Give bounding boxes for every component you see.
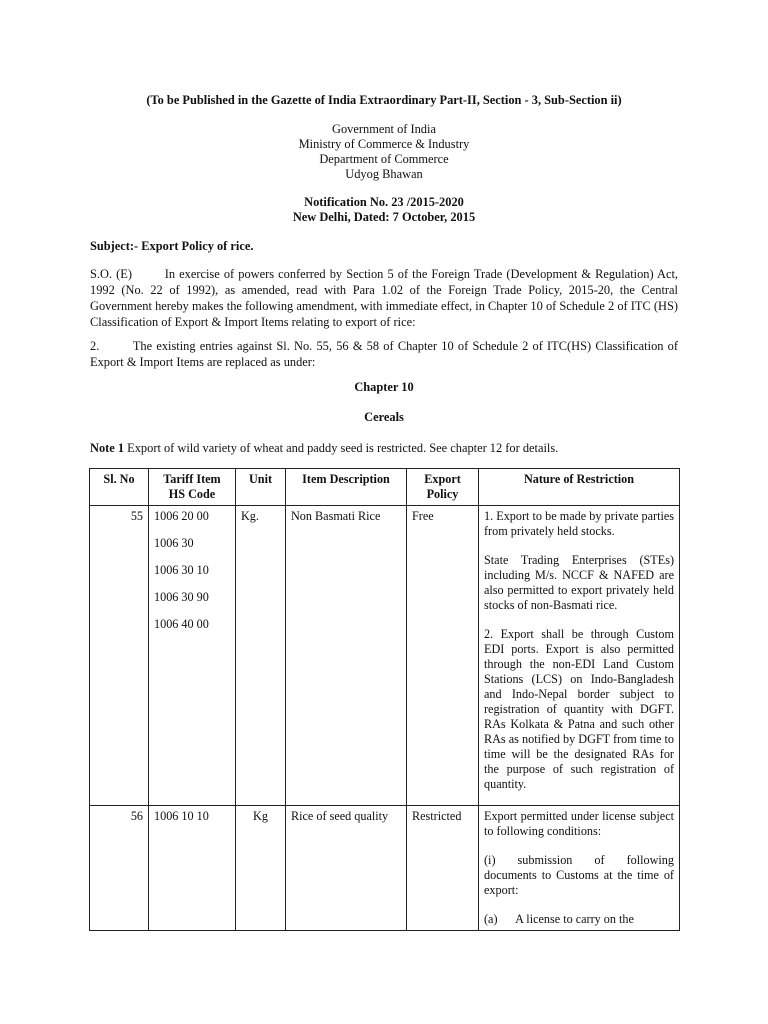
restriction-text: (i) submission of following documents to Customs at the time of export: xyxy=(484,853,678,897)
cell-sl-no: 56 xyxy=(90,806,149,931)
header-nature-of-restriction: Nature of Restriction xyxy=(479,469,680,506)
chapter-title: Chapter 10 xyxy=(354,380,414,394)
header-sl-no: Sl. No xyxy=(90,469,149,506)
cell-unit: Kg xyxy=(236,806,286,931)
paragraph-1: S.O. (E) In exercise of powers conferred by Section 5 of the Foreign Trade (Development & Regulation) Act, 1992 (No. 22 of 1992), as amended, read with Para 1.02 of the Foreign Trade Policy, 2015-20, the Central Government hereby makes the following amendment, with immediate effect, in Chapter 10 of Schedule 2 of ITC (HS) Classification of Export & Import Items relating to export of rice: xyxy=(90,267,682,329)
table-header-row xyxy=(90,469,680,506)
note-label: Note 1 xyxy=(90,441,125,455)
header-tariff-item: Tariff Item HS Code xyxy=(149,469,236,506)
header-item-description: Item Description xyxy=(286,469,407,506)
cell-nature-of-restriction xyxy=(479,506,680,806)
hs-code: 1006 30 xyxy=(154,536,194,550)
restriction-text: State Trading Enterprises (STEs) including M/s. NCCF & NAFED are also permitted to export privately held stocks of non-Basmati rice. xyxy=(484,553,674,612)
gazette-line: (To be Published in the Gazette of India Extraordinary Part-II, Section - 3, Sub-Section ii) xyxy=(146,93,622,107)
notification-date: New Delhi, Dated: 7 October, 2015 xyxy=(292,210,476,224)
org-line-1: Government of India xyxy=(332,122,436,136)
org-line-3: Department of Commerce xyxy=(319,152,449,166)
paragraph-2: 2. The existing entries against Sl. No. 55, 56 & 58 of Chapter 10 of Schedule 2 of ITC(HS) Classification of Export & Import Items are replaced as under: xyxy=(90,339,682,369)
chapter-subtitle: Cereals xyxy=(364,410,404,424)
cell-nature-of-restriction xyxy=(479,806,680,931)
notification-number: Notification No. 23 /2015-2020 xyxy=(304,195,464,209)
restriction-text: 2. Export shall be through Custom EDI ports. Export is also permitted through the non-EDI Land Custom Stations (LCS) on Indo-Bangladesh and Indo-Nepal border subject to registration of quantity with DGFT. RAs Kolkata & Patna and such other RAs as notified by DGFT from time to time will be the designated RAs for the purpose of such registration of quantity. xyxy=(484,627,674,791)
cell-hs-code: 1006 10 10 xyxy=(149,806,236,931)
hs-code: 1006 30 10 xyxy=(154,563,209,577)
header-export-policy: Export Policy xyxy=(407,469,479,506)
restriction-text: 1. Export to be made by private parties from privately held stocks. xyxy=(484,509,674,538)
cell-export-policy: Restricted xyxy=(407,806,479,931)
header-unit: Unit xyxy=(236,469,286,506)
note-1 xyxy=(90,440,678,456)
hs-code: 1006 30 90 xyxy=(154,590,209,604)
restriction-text: Export permitted under license subject to following conditions: xyxy=(484,809,674,838)
cell-item-description: Non Basmati Rice xyxy=(286,506,407,806)
org-line-2: Ministry of Commerce & Industry xyxy=(298,137,470,151)
cell-unit: Kg. xyxy=(236,506,286,806)
restriction-table xyxy=(89,468,680,931)
hs-code: 1006 20 00 xyxy=(154,509,209,523)
note-text: Export of wild variety of wheat and paddy seed is restricted. See chapter 12 for details. xyxy=(124,441,559,455)
cell-export-policy: Free xyxy=(407,506,479,806)
cell-sl-no: 55 xyxy=(90,506,149,806)
subject-line: Subject:- Export Policy of rice. xyxy=(90,239,254,253)
table-row xyxy=(90,506,680,806)
cell-hs-codes xyxy=(149,506,236,806)
cell-item-description: Rice of seed quality xyxy=(286,806,407,931)
hs-code: 1006 40 00 xyxy=(154,617,209,631)
org-line-4: Udyog Bhawan xyxy=(345,167,423,181)
table-row xyxy=(90,806,680,931)
restriction-text: (a) A license to carry on the xyxy=(484,912,634,926)
